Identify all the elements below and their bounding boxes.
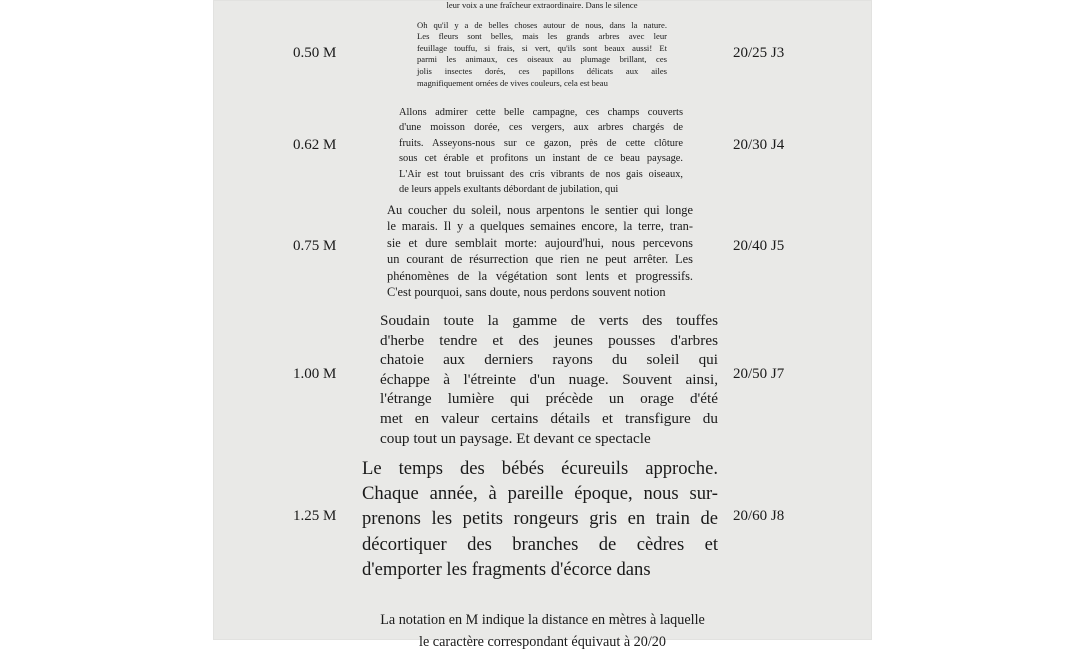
text-line: Oh qu'il y a de belles choses autour de nous, dans la nature.	[417, 19, 667, 30]
reading-card	[213, 0, 872, 650]
note-line: le caractère correspondant équivaut à 20/20	[419, 634, 666, 650]
text-line: Au coucher du soleil, nous arpentons le sentier qui longe	[387, 203, 693, 217]
acuity-label: 20/50 J7	[733, 366, 785, 382]
text-line: jolis insectes dorés, ces papillons délicats aux ailes	[417, 65, 667, 76]
reading-paragraph-j7	[380, 311, 718, 448]
text-line: un courant de résurrection que rien ne peut arrêter. Les	[387, 252, 693, 267]
acuity-label: 20/60 J8	[733, 508, 785, 524]
text-line: feuillage touffu, si frais, si vert, qu'ils sont beaux aussi! Et	[417, 42, 667, 53]
text-line: d'emporter les fragments d'écorce dans	[362, 558, 651, 580]
text-line: d'herbe tendre et des jeunes pousses d'arbres	[380, 331, 718, 349]
reading-paragraph-j5	[387, 202, 693, 300]
text-line: de leurs appels exultants débordant de jubilation, qui	[399, 184, 619, 196]
text-line: Allons admirer cette belle campagne, ces champs couverts	[399, 107, 683, 118]
text-line: Chaque année, à pareille époque, nous sur-	[362, 483, 718, 505]
distance-label: 1.00 M	[293, 366, 337, 382]
distance-label: 0.50 M	[293, 45, 337, 61]
text-line: chatoie aux derniers rayons du soleil qui	[380, 351, 718, 369]
distance-label: 0.62 M	[293, 137, 337, 153]
reading-paragraph-j3	[417, 0, 667, 89]
text-line: le marais. Il y a quelques semaines encore, la terre, tran-	[387, 219, 693, 234]
spacer	[417, 12, 667, 20]
note-line: La notation en M indique la distance en mètres à laquelle	[380, 612, 705, 628]
text-line: leur voix a une fraîcheur extraordinaire. Dans le silence	[446, 0, 638, 10]
text-line: met en valeur certains détails et transfigure du	[380, 409, 718, 427]
text-line: prenons les petits rongeurs gris en train de	[362, 508, 718, 530]
text-line: l'étrange lumière qui précède un orage d'été	[380, 390, 718, 408]
text-line: sie et dure semblait morte: aujourd'hui, nous percevons	[387, 235, 693, 250]
text-line: parmi les animaux, ces oiseaux au plumage brillant, ces	[417, 54, 667, 65]
reading-paragraph-j8	[362, 456, 718, 582]
text-line: Soudain toute la gamme de verts des touffes	[380, 312, 718, 329]
text-line: magnifiquement ornées de vives couleurs, cela est beau	[417, 77, 608, 88]
text-line: L'Air est tout bruissant des cris vibrants de nos gais oiseaux,	[399, 168, 683, 180]
acuity-label: 20/25 J3	[733, 45, 785, 61]
text-line: sous cet érable et profitons un instant de ce beau paysage.	[399, 153, 683, 165]
text-line: décortiquer des branches de cèdres et	[362, 533, 718, 555]
text-line: d'une moisson dorée, ces vergers, aux arbres chargés de	[399, 122, 683, 134]
distance-notation-note	[213, 609, 872, 653]
text-line: échappe à l'étreinte d'un nuage. Souvent ainsi,	[380, 370, 718, 388]
text-line: fruits. Asseyons-nous sur ce gazon, près de cette clôture	[399, 137, 683, 149]
text-line: C'est pourquoi, sans doute, nous perdons souvent notion	[387, 285, 666, 300]
reading-paragraph-j4	[399, 105, 683, 197]
acuity-label: 20/30 J4	[733, 137, 785, 153]
distance-label: 1.25 M	[293, 508, 337, 524]
text-line: coup tout un paysage. Et devant ce spectacle	[380, 429, 651, 447]
text-line: phénomènes de la végétation sont lents et progressifs.	[387, 268, 693, 283]
text-line: Le temps des bébés écureuils approche.	[362, 458, 718, 479]
text-line: Les fleurs sont belles, mais les grands arbres avec leur	[417, 31, 667, 42]
acuity-label: 20/40 J5	[733, 238, 785, 254]
distance-label: 0.75 M	[293, 238, 337, 254]
